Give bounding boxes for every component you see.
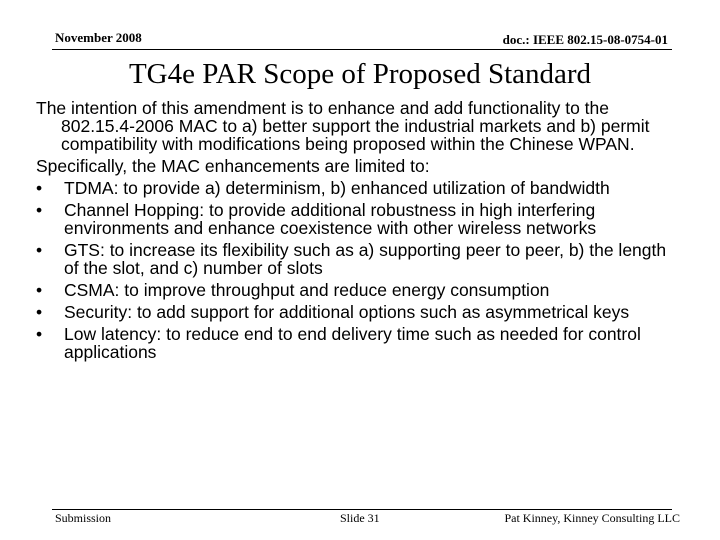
bullet-text: Security: to add support for additional options such as asymmetrical keys: [64, 302, 630, 322]
footer-author: Pat Kinney, Kinney Consulting LLC: [504, 511, 680, 525]
bullet-icon: •: [36, 200, 43, 220]
bullet-text: Low latency: to reduce end to end delivery time such as needed for control applications: [64, 324, 641, 362]
list-item: [36, 241, 676, 277]
list-item: [36, 281, 676, 299]
slide-body: [36, 99, 676, 365]
footer-slide-number: Slide 31: [340, 511, 380, 525]
bullet-icon: •: [36, 324, 43, 344]
bullet-icon: •: [36, 280, 43, 300]
slide-title: TG4e PAR Scope of Proposed Standard: [128, 58, 592, 90]
bullet-text: Channel Hopping: to provide additional robustness in high interfering environments and enhance coexistence with other wireless networks: [64, 200, 597, 238]
list-item: [36, 325, 676, 361]
bullet-text: CSMA: to improve throughput and reduce energy consumption: [64, 280, 550, 300]
specifically-paragraph: Specifically, the MAC enhancements are limited to:: [36, 156, 430, 176]
intro-paragraph: The intention of this amendment is to enhance and add functionality to the 802.15.4-2006 MAC to a) better support the industrial markets and b) permit compatibility with modifications being proposed within the Chinese WPAN.: [36, 98, 650, 154]
header-date: November 2008: [55, 30, 142, 45]
bullet-text: TDMA: to provide a) determinism, b) enhanced utilization of bandwidth: [64, 178, 610, 198]
bullet-icon: •: [36, 302, 43, 322]
bullet-icon: •: [36, 178, 43, 198]
header-divider: [52, 49, 672, 50]
list-item: [36, 179, 676, 197]
footer-divider: [52, 509, 672, 510]
list-item: [36, 201, 676, 237]
header-doc-id: doc.: IEEE 802.15-08-0754-01: [502, 32, 668, 47]
bullet-icon: •: [36, 240, 43, 260]
list-item: [36, 303, 676, 321]
bullet-list: [36, 179, 676, 361]
footer-submission: Submission: [55, 511, 112, 525]
bullet-text: GTS: to increase its flexibility such as a) supporting peer to peer, b) the length of the slot, and c) number of slots: [64, 240, 667, 278]
